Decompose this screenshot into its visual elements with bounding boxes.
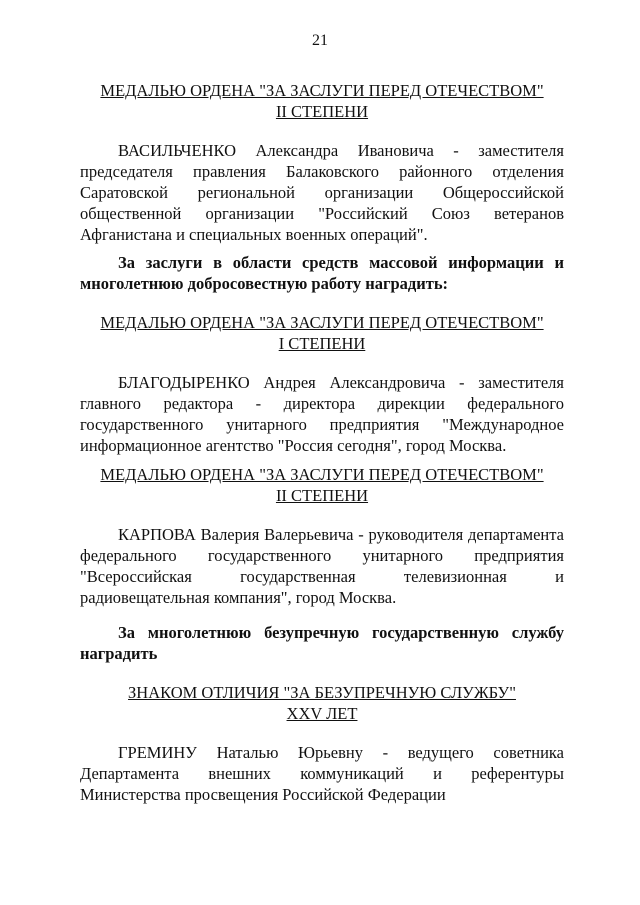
award-heading <box>80 80 564 122</box>
award-heading <box>80 464 564 506</box>
award-heading <box>80 312 564 354</box>
award-heading-line2: XXV ЛЕТ <box>286 704 358 723</box>
award-heading-line1: МЕДАЛЬЮ ОРДЕНА "ЗА ЗАСЛУГИ ПЕРЕД ОТЕЧЕСТВОМ" <box>100 465 544 484</box>
award-statement: За заслуги в области средств массовой информации и многолетнюю добросовестную работу наградить: <box>80 253 564 293</box>
page-number: 21 <box>312 32 328 49</box>
award-heading-line1: МЕДАЛЬЮ ОРДЕНА "ЗА ЗАСЛУГИ ПЕРЕД ОТЕЧЕСТВОМ" <box>100 313 544 332</box>
award-heading-line2: I СТЕПЕНИ <box>278 334 366 353</box>
award-heading-line2: II СТЕПЕНИ <box>275 102 369 121</box>
awardee-paragraph: ВАСИЛЬЧЕНКО Александра Ивановича - заместителя председателя правления Балаковского районного отделения Саратовской региональной организации Общероссийской общественной организации "Российский Союз ветеранов Афганистана и специальных военных операций". <box>80 141 564 244</box>
awardee-paragraph: КАРПОВА Валерия Валерьевича - руководителя департамента федерального государственного унитарного предприятия "Всероссийская государственная телевизионная и радиовещательная компания", город Москва. <box>80 525 564 607</box>
award-heading-line1: МЕДАЛЬЮ ОРДЕНА "ЗА ЗАСЛУГИ ПЕРЕД ОТЕЧЕСТВОМ" <box>100 81 544 100</box>
award-heading-line1: ЗНАКОМ ОТЛИЧИЯ "ЗА БЕЗУПРЕЧНУЮ СЛУЖБУ" <box>128 683 516 702</box>
awardee-paragraph: БЛАГОДЫРЕНКО Андрея Александровича - заместителя главного редактора - директора дирекции федерального государственного унитарного предприятия "Международное информационное агентство "Россия сегодня", город Москва. <box>80 373 564 455</box>
award-statement: За многолетнюю безупречную государственную службу наградить <box>80 623 564 663</box>
award-heading-line2: II СТЕПЕНИ <box>275 486 369 505</box>
awardee-paragraph: ГРЕМИНУ Наталью Юрьевну - ведущего советника Департамента внешних коммуникаций и референтуры Министерства просвещения Российской Федерации <box>80 743 564 804</box>
award-heading <box>80 682 564 724</box>
